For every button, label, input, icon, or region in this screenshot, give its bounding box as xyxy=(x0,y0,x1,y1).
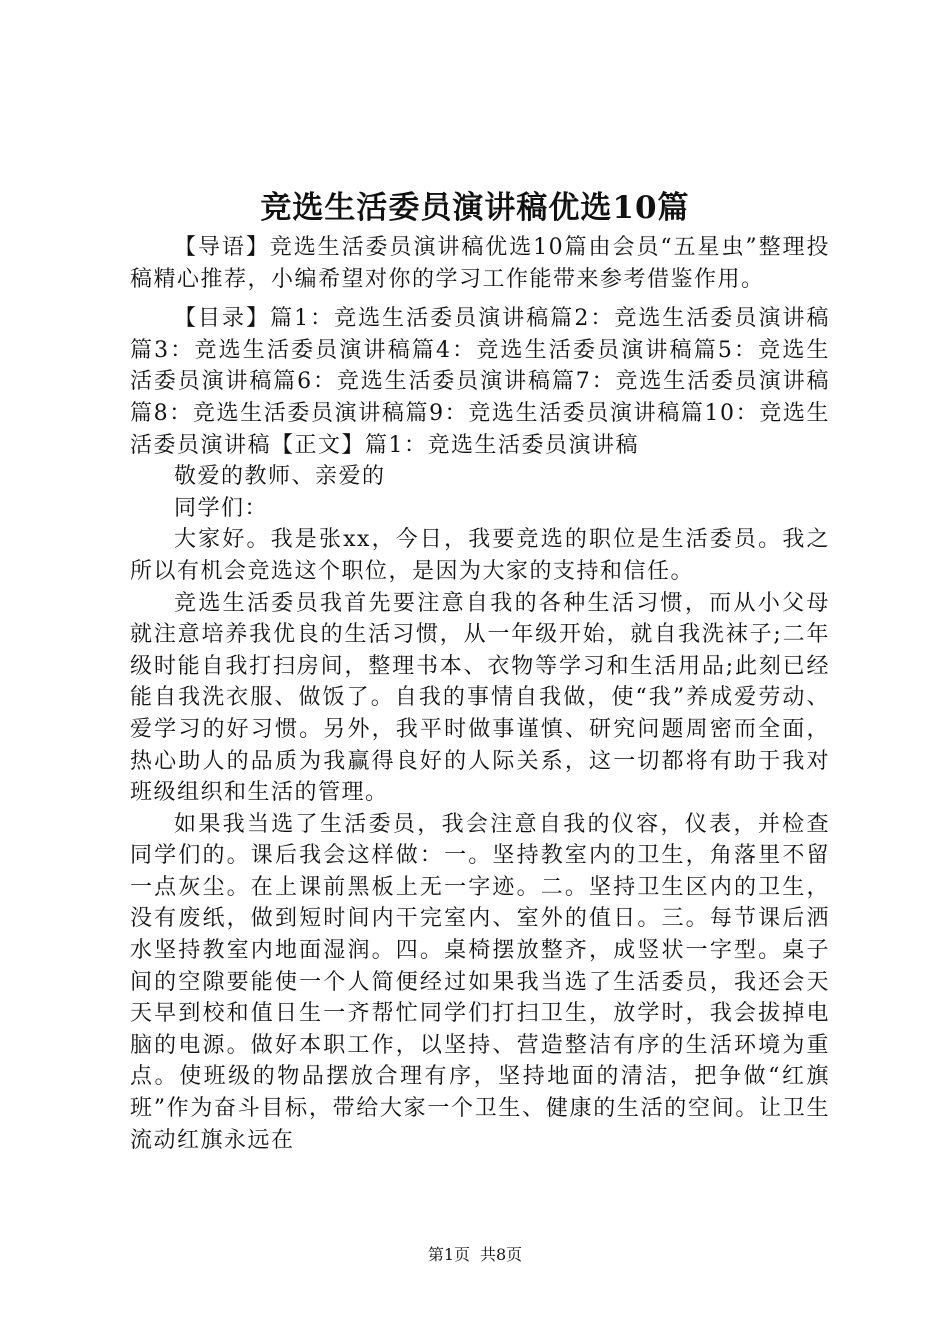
page-number: 第1页 xyxy=(427,1245,470,1264)
paragraph-toc: 【目录】篇1：竞选生活委员演讲稿篇2：竞选生活委员演讲稿篇3：竞选生活委员演讲稿篇4：竞选生活委员演讲稿篇5：竞选生活委员演讲稿篇6：竞选生活委员演讲稿篇7：竞选生活委员演讲稿篇8：竞选生活委员演讲稿篇9：竞选生活委员演讲稿篇10：竞选生活委员演讲稿【正文】篇1：竞选生活委员演讲稿 xyxy=(130,306,830,458)
paragraph-intro: 【导语】竞选生活委员演讲稿优选10篇由会员“五星虫”整理投稿精心推荐，小编希望对你的学习工作能带来参考借鉴作用。 xyxy=(130,235,830,292)
paragraph-habits: 竞选生活委员我首先要注意自我的各种生活习惯，而从小父母就注意培养我优良的生活习惯，从一年级开始，就自我洗袜子;二年级时能自我打扫房间，整理书本、衣物等学习和生活用品;此刻已经能自我洗衣服、做饭了。自我的事情自我做，使“我”养成爱劳动、爱学习的好习惯。另外，我平时做事谨慎、研究问题周密而全面，热心助人的品质为我赢得良好的人际关系，这一切都将有助于我对班级组织和生活的管理。 xyxy=(130,590,830,806)
page-footer xyxy=(0,1244,950,1266)
document-title: 竞选生活委员演讲稿优选10篇 xyxy=(260,190,690,226)
document-body xyxy=(130,232,830,1156)
paragraph-salutation-2: 同学们： xyxy=(174,495,269,521)
paragraph-greeting: 大家好。我是张xx，今日，我要竞选的职位是生活委员。我之所以有机会竞选这个职位，是因为大家的支持和信任。 xyxy=(130,527,830,584)
paragraph-salutation-1: 敬爱的教师、亲爱的 xyxy=(174,464,386,490)
paragraph-plan: 如果我当选了生活委员，我会注意自我的仪容，仪表，并检查同学们的。课后我会这样做：一。坚持教室内的卫生，角落里不留一点灰尘。在上课前黑板上无一字迹。二。坚持卫生区内的卫生，没有废纸，做到短时间内干完室内、室外的值日。三。每节课后洒水坚持教室内地面湿润。四。桌椅摆放整齐，成竖状一字型。桌子间的空隙要能使一个人简便经过如果我当选了生活委员，我还会天天早到校和值日生一齐帮忙同学们打扫卫生，放学时，我会拔掉电脑的电源。做好本职工作，以坚持、营造整洁有序的生活环境为重点。使班级的物品摆放合理有序，坚持地面的清洁，把争做“红旗班”作为奋斗目标，带给大家一个卫生、健康的生活的空间。让卫生流动红旗永远在 xyxy=(130,811,830,1153)
page-total: 共8页 xyxy=(480,1245,523,1264)
